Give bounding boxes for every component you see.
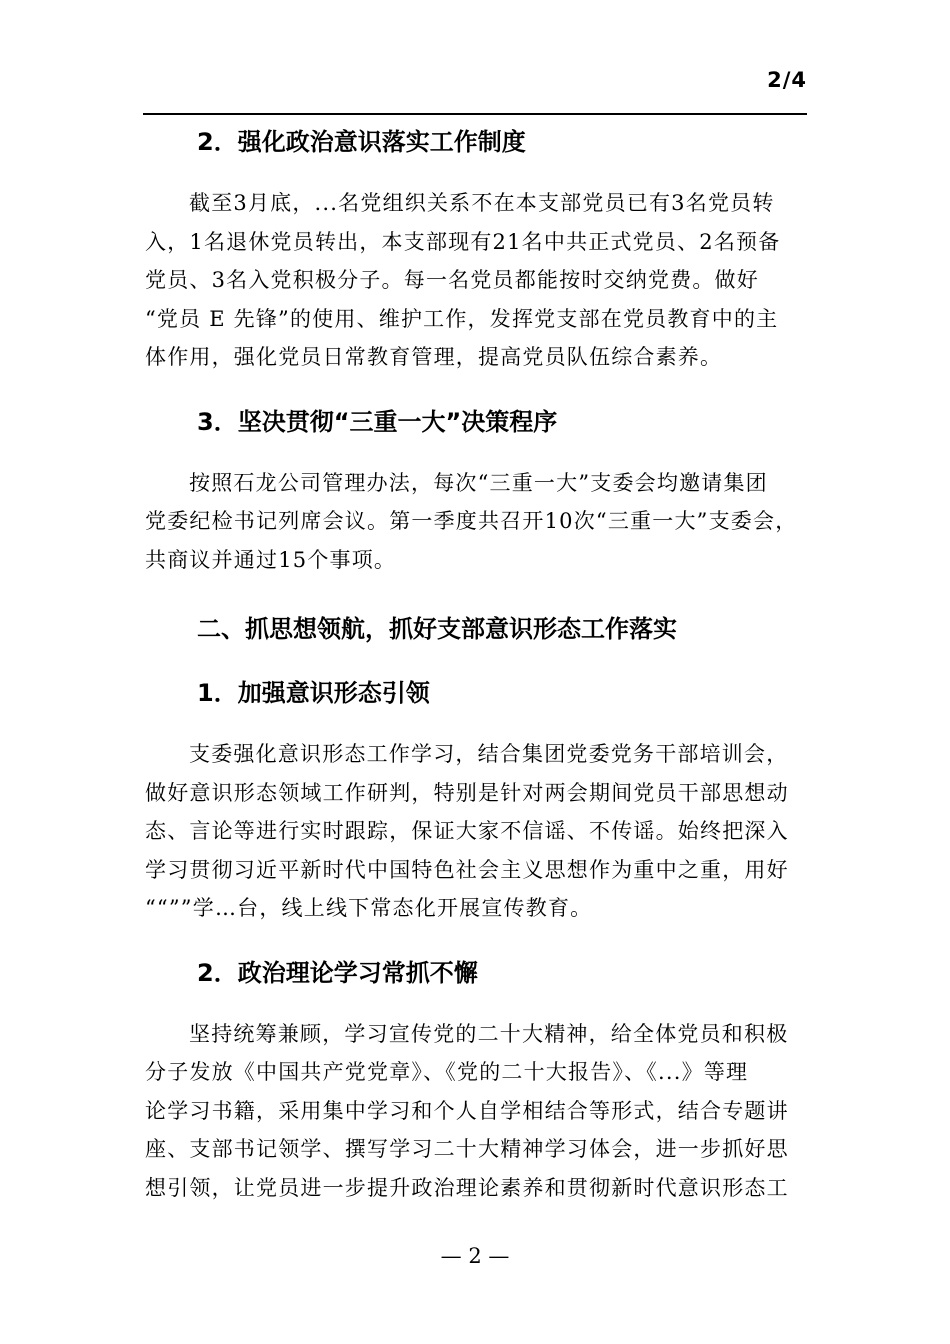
paragraph-line: 共商议并通过15个事项。 xyxy=(145,547,397,572)
paragraph-line: 态、言论等进行实时跟踪，保证大家不信谣、不传谣。始终把深入 xyxy=(145,819,789,843)
paragraph-line: 按照石龙公司管理办法，每次“三重一大”支委会均邀请集团 xyxy=(189,470,768,495)
page-number: — 2 — xyxy=(440,1244,510,1268)
paragraph-line: “党员 E 先锋”的使用、维护工作，发挥党支部在党员教育中的主 xyxy=(145,306,779,331)
paragraph-line: 学习贯彻习近平新时代中国特色社会主义思想作为重中之重，用好 xyxy=(145,857,789,882)
paragraph-line: 入，1名退休党员转出，本支部现有21名中共正式党员、2名预备 xyxy=(145,229,781,254)
section-heading: 2．政治理论学习常抓不懈 xyxy=(197,958,478,987)
section-heading: 3．坚决贯彻“三重一大”决策程序 xyxy=(197,407,558,436)
paragraph-line: 截至3月底，...名党组织关系不在本支部党员已有3名党员转 xyxy=(189,191,775,215)
paragraph-line: ““””学…台，线上线下常态化开展宣传教育。 xyxy=(145,896,593,920)
section-heading: 1．加强意识形态引领 xyxy=(197,679,430,707)
page-counter: 2/4 xyxy=(767,68,807,92)
document-body xyxy=(145,120,807,1207)
paragraph xyxy=(145,464,807,580)
header-rule xyxy=(143,113,807,115)
paragraph-line: 党员、3名入党积极分子。每一名党员都能按时交纳党费。做好 xyxy=(145,268,759,292)
paragraph xyxy=(145,735,807,928)
chapter-heading: 二、抓思想领航，抓好支部意识形态工作落实 xyxy=(197,615,677,643)
paragraph-line: 做好意识形态领域工作研判，特别是针对两会期间党员干部思想动 xyxy=(145,780,789,805)
paragraph-line: 分子发放《中国共产党党章》、《党的二十大报告》、《...》等理 xyxy=(145,1060,749,1084)
paragraph xyxy=(145,1015,807,1208)
paragraph-line: 体作用，强化党员日常教育管理，提高党员队伍综合素养。 xyxy=(145,345,723,369)
paragraph-line: 坚持统筹兼顾，学习宣传党的二十大精神，给全体党员和积极 xyxy=(189,1021,789,1046)
paragraph-line: 论学习书籍，采用集中学习和个人自学相结合等形式，结合专题讲 xyxy=(145,1098,789,1123)
paragraph-line: 支委强化意识形态工作学习，结合集团党委党务干部培训会， xyxy=(189,742,789,766)
paragraph xyxy=(145,184,807,377)
paragraph-line: 想引领，让党员进一步提升政治理论素养和贯彻新时代意识形态工 xyxy=(145,1175,789,1200)
section-heading: 2．强化政治意识落实工作制度 xyxy=(197,128,526,156)
paragraph-line: 党委纪检书记列席会议。第一季度共召开10次“三重一大”支委会， xyxy=(145,509,798,533)
paragraph-line: 座、支部书记领学、撰写学习二十大精神学习体会，进一步抓好思 xyxy=(145,1137,789,1161)
